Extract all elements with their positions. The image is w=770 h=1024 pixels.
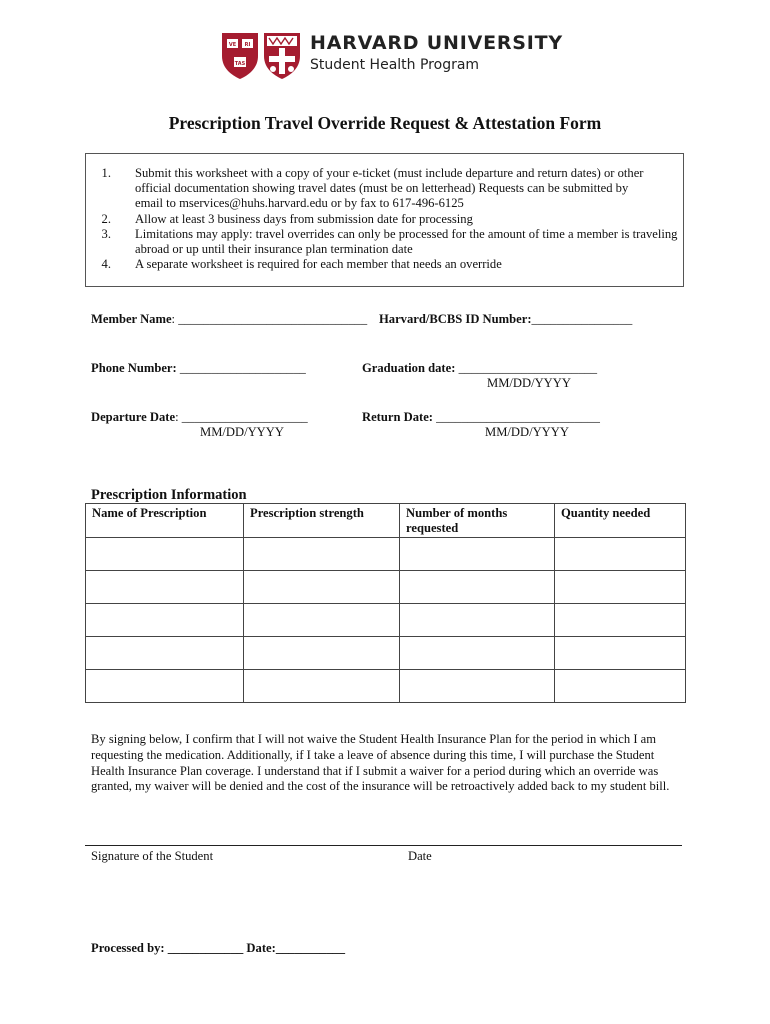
column-header: Name of Prescription <box>86 504 244 538</box>
form-title: Prescription Travel Override Request & Attestation Form <box>168 113 602 133</box>
prescription-strength-cell[interactable] <box>244 637 400 670</box>
shield-letters-1: VE <box>228 42 237 48</box>
prescription-strength-cell[interactable] <box>244 538 400 571</box>
processed-date-blank[interactable]: ___________ <box>275 941 346 955</box>
departure-date-format-hint: MM/DD/YYYY <box>200 425 284 439</box>
student-signature-label: Signature of the Student <box>91 849 214 863</box>
prescription-name-cell[interactable] <box>86 637 244 670</box>
months-requested-cell[interactable] <box>400 637 555 670</box>
quantity-needed-cell[interactable] <box>555 670 686 703</box>
prescription-strength-cell[interactable] <box>244 604 400 637</box>
program-name: Student Health Program <box>310 57 480 73</box>
instruction-number: 2. <box>101 211 111 226</box>
processed-by-field <box>91 941 345 956</box>
departure-date-blank[interactable]: ____________________ <box>181 410 308 424</box>
return-date-field[interactable] <box>362 410 600 425</box>
signature-line[interactable] <box>85 845 682 846</box>
return-date-label: Return Date: <box>362 410 437 424</box>
quantity-needed-cell[interactable] <box>555 538 686 571</box>
instruction-text: Limitations may apply: travel overrides can only be processed for the amount of time a member is traveling <box>135 226 678 241</box>
school-shield-icon <box>263 32 301 80</box>
instruction-number: 1. <box>101 166 111 180</box>
table-row <box>86 670 686 703</box>
months-requested-cell[interactable] <box>400 538 555 571</box>
attestation-paragraph: By signing below, I confirm that I will not waive the Student Health Insurance Plan for the period in which I am requesting the medication. Additionally, if I take a leave of absence during this time, I will purchase the Student Health Insurance Plan coverage. I understand that if I submit a waiver for a period during which an override was granted, my waiver will be denied and the cost of the insurance will be retroactively added back to my student bill. <box>91 732 670 794</box>
shield-letters-3: TAS <box>234 61 246 67</box>
graduation-date-field[interactable] <box>362 361 597 376</box>
id-number-field[interactable] <box>379 312 632 327</box>
prescription-strength-cell[interactable] <box>244 571 400 604</box>
phone-number-field[interactable] <box>91 361 306 376</box>
university-name: HARVARD UNIVERSITY <box>310 32 563 54</box>
prescription-name-cell[interactable] <box>86 538 244 571</box>
departure-date-label: Departure Date <box>91 410 176 424</box>
column-header: Quantity needed <box>555 504 686 538</box>
instruction-text: email to mservices@huhs.harvard.edu or by fax to 617-496-6125 <box>135 196 464 211</box>
phone-number-label: Phone Number: <box>91 361 180 375</box>
quantity-needed-cell[interactable] <box>555 604 686 637</box>
prescription-name-cell[interactable] <box>86 670 244 703</box>
processed-date-label: Date: <box>243 941 276 955</box>
table-row <box>86 637 686 670</box>
months-requested-cell[interactable] <box>400 604 555 637</box>
member-name-colon: : <box>171 312 179 326</box>
processed-by-label: Processed by: <box>91 941 168 955</box>
signature-date-label: Date <box>408 849 432 863</box>
member-name-field[interactable] <box>91 312 367 327</box>
months-requested-cell[interactable] <box>400 571 555 604</box>
member-name-blank[interactable]: ______________________________ <box>178 312 368 326</box>
table-row <box>86 538 686 571</box>
table-row <box>86 604 686 637</box>
return-date-blank[interactable]: __________________________ <box>436 410 600 424</box>
quantity-needed-cell[interactable] <box>555 571 686 604</box>
id-number-label: Harvard/BCBS ID Number: <box>379 312 532 326</box>
harvard-shield-icon <box>221 32 259 80</box>
graduation-date-format-hint: MM/DD/YYYY <box>487 376 571 390</box>
instruction-text: Allow at least 3 business days from submission date for processing <box>135 211 473 226</box>
instruction-text: official documentation showing travel dates (must be on letterhead) Requests can be submitted by <box>135 181 629 196</box>
instruction-text: A separate worksheet is required for each member that needs an override <box>135 257 502 272</box>
departure-date-field[interactable] <box>91 410 308 425</box>
id-number-blank[interactable]: ________________ <box>531 312 633 326</box>
months-requested-cell[interactable] <box>400 670 555 703</box>
prescription-table <box>85 503 686 703</box>
column-header: Prescription strength <box>244 504 400 538</box>
table-row <box>86 571 686 604</box>
prescription-strength-cell[interactable] <box>244 670 400 703</box>
departure-date-colon: : <box>175 410 182 424</box>
instruction-text: abroad or up until their insurance plan termination date <box>135 242 413 256</box>
processed-by-blank[interactable]: ____________ <box>167 941 244 955</box>
table-header-row <box>86 504 686 538</box>
instruction-number: 4. <box>101 257 111 272</box>
shield-letters-2: RI <box>244 42 251 48</box>
return-date-format-hint: MM/DD/YYYY <box>485 425 569 439</box>
instructions-list <box>85 166 685 276</box>
phone-number-blank[interactable]: ____________________ <box>179 361 306 375</box>
prescription-name-cell[interactable] <box>86 571 244 604</box>
prescription-name-cell[interactable] <box>86 604 244 637</box>
graduation-date-blank[interactable]: ______________________ <box>458 361 598 375</box>
member-name-label: Member Name <box>91 312 172 326</box>
column-header: Number of months requested <box>400 504 555 538</box>
prescription-section-title: Prescription Information <box>91 487 247 503</box>
graduation-date-label: Graduation date: <box>362 361 459 375</box>
instruction-text: Submit this worksheet with a copy of your e-ticket (must include departure and return dates) or other <box>135 166 644 180</box>
quantity-needed-cell[interactable] <box>555 637 686 670</box>
instruction-number: 3. <box>101 226 111 241</box>
